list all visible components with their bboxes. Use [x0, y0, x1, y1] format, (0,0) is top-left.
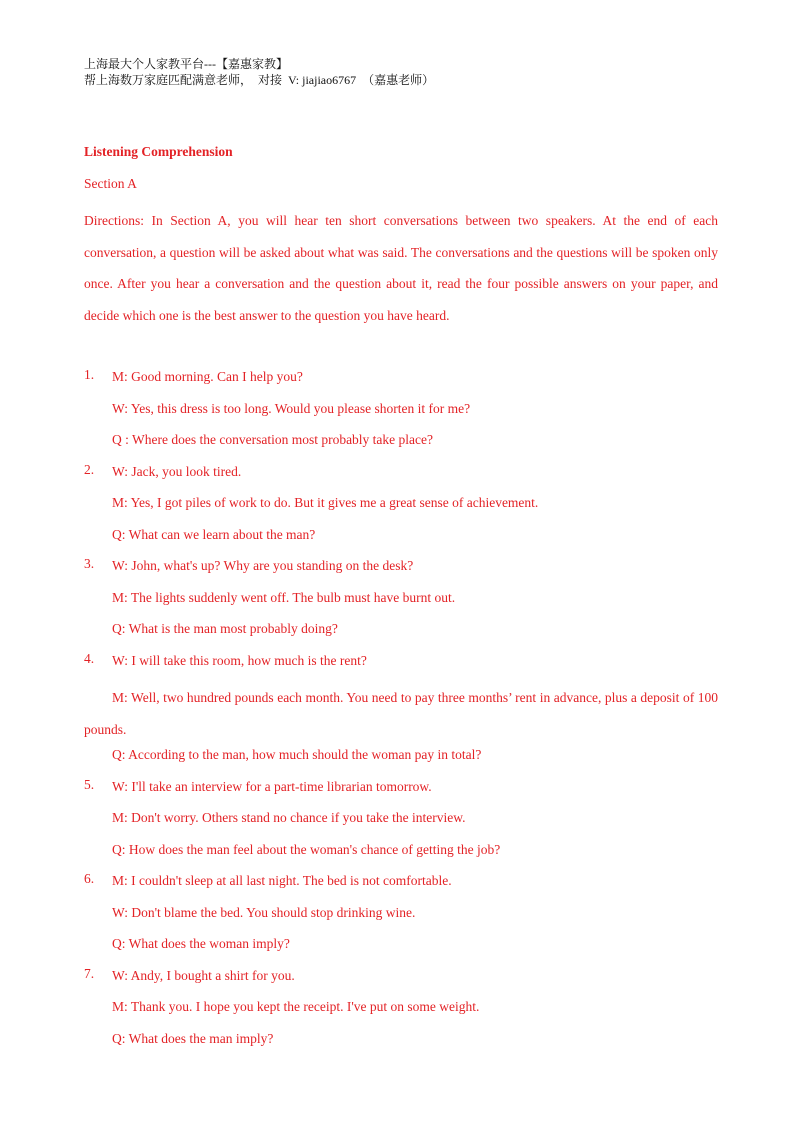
item-number: 1.: [84, 367, 95, 382]
list-item: [84, 777, 718, 872]
section-heading: Section A: [84, 176, 137, 191]
list-item: [84, 651, 718, 777]
dialog-line: W: I will take this room, how much is the rent?: [112, 652, 367, 668]
question-line: Q: What is the man most probably doing?: [112, 621, 338, 636]
list-item: [84, 462, 718, 557]
header-line-2: 帮上海数万家庭匹配满意老师， 对接 V: jiajiao6767 （嘉惠老师）: [84, 73, 435, 87]
question-line: Q: According to the man, how much should the woman pay in total?: [112, 747, 482, 762]
dialog-line: M: Don't worry. Others stand no chance if you take the interview.: [112, 810, 466, 825]
list-item: [84, 966, 718, 1061]
question-line: Q: What does the woman imply?: [112, 936, 290, 951]
dialog-line: M: The lights suddenly went off. The bulb must have burnt out.: [112, 589, 456, 605]
question-line: Q: What does the man imply?: [112, 1030, 274, 1046]
question-line: Q: What can we learn about the man?: [112, 526, 316, 542]
conversation-list: [84, 367, 718, 1060]
dialog-line: M: Good morning. Can I help you?: [112, 369, 303, 384]
dialog-line: W: I'll take an interview for a part-time librarian tomorrow.: [112, 778, 432, 794]
list-item: [84, 871, 718, 966]
question-line: Q : Where does the conversation most probably take place?: [112, 432, 434, 447]
item-number: 6.: [84, 871, 95, 886]
item-number: 2.: [84, 461, 95, 477]
dialog-line: W: Don't blame the bed. You should stop drinking wine.: [112, 904, 416, 920]
directions-paragraph: Directions: In Section A, you will hear ten short conversations between two speakers. At the end of each conversation, a question will be asked about what was said. The conversations and the questions will be spoken only once. After you hear a conversation and the question about it, read the four possible answers on your paper, and decide which one is the best answer to the question you have heard.: [84, 213, 718, 323]
item-number: 3.: [84, 556, 95, 571]
list-item: [84, 367, 718, 462]
item-number: 5.: [84, 776, 95, 792]
dialog-line: W: Yes, this dress is too long. Would you please shorten it for me?: [112, 400, 471, 416]
question-line: Q: How does the man feel about the woman's chance of getting the job?: [112, 841, 501, 857]
item-number: 7.: [84, 965, 95, 981]
dialog-line: M: I couldn't sleep at all last night. The bed is not comfortable.: [112, 873, 452, 888]
dialog-line: W: Andy, I bought a shirt for you.: [112, 967, 295, 983]
document-body: [84, 142, 718, 1060]
document-title: Listening Comprehension: [84, 144, 233, 159]
item-number: 4.: [84, 650, 95, 666]
dialog-line: W: John, what's up? Why are you standing on the desk?: [112, 558, 414, 573]
header-line-1: 上海最大个人家教平台---【嘉惠家教】: [84, 57, 288, 71]
dialog-line: M: Well, two hundred pounds each month. You need to pay three months’ rent in advance, plus a deposit of 100 pounds.: [84, 690, 718, 737]
dialog-line: M: Thank you. I hope you kept the receipt. I've put on some weight.: [112, 999, 480, 1014]
page-header: [84, 56, 434, 88]
dialog-line: M: Yes, I got piles of work to do. But it gives me a great sense of achievement.: [112, 495, 539, 510]
dialog-line: W: Jack, you look tired.: [112, 463, 242, 479]
list-item: [84, 556, 718, 651]
